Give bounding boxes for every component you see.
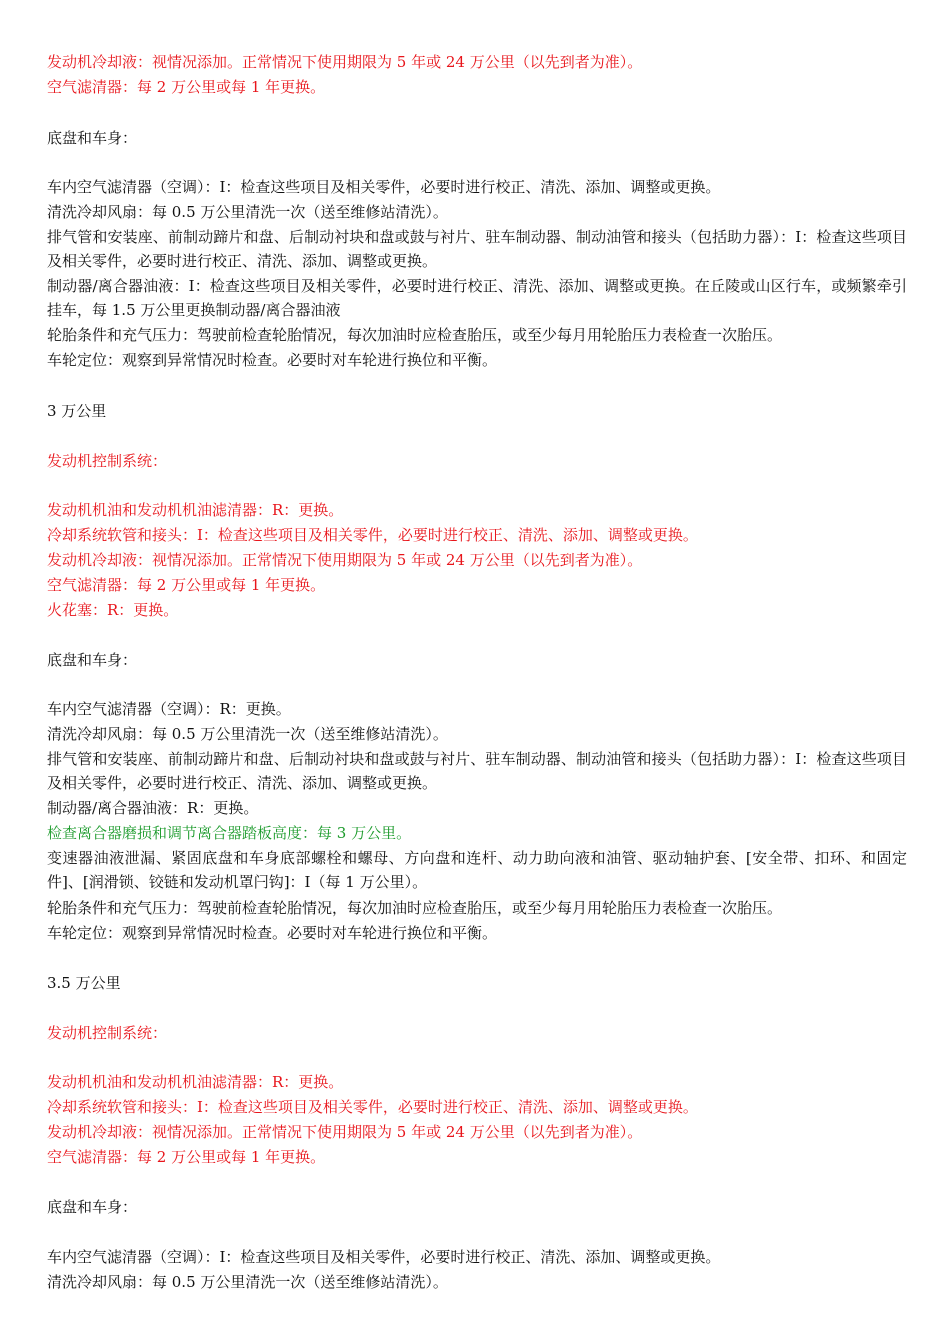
doc-line: 空气滤清器：每 2 万公里或每 1 年更换。 bbox=[47, 576, 326, 594]
doc-line: 3 万公里 bbox=[47, 402, 107, 420]
doc-line: 发动机冷却液：视情况添加。正常情况下使用期限为 5 年或 24 万公里（以先到者为准）。 bbox=[47, 1123, 643, 1141]
doc-line: 排气管和安装座、前制动蹄片和盘、后制动衬块和盘或鼓与衬片、驻车制动器、制动油管和接头（包括助力器）：I：检查这些项目及相关零件，必要时进行校正、清洗、添加、调整或更换。 bbox=[47, 750, 907, 792]
doc-line: 底盘和车身： bbox=[47, 651, 138, 669]
doc-line: 清洗冷却风扇：每 0.5 万公里清洗一次（送至维修站清洗）。 bbox=[47, 725, 448, 743]
doc-line: 清洗冷却风扇：每 0.5 万公里清洗一次（送至维修站清洗）。 bbox=[47, 203, 448, 221]
doc-line: 发动机机油和发动机机油滤清器：R：更换。 bbox=[47, 1073, 344, 1091]
doc-line: 发动机冷却液：视情况添加。正常情况下使用期限为 5 年或 24 万公里（以先到者为准）。 bbox=[47, 53, 643, 71]
doc-line: 制动器/离合器油液：R：更换。 bbox=[47, 799, 259, 817]
doc-line: 冷却系统软管和接头：I：检查这些项目及相关零件，必要时进行校正、清洗、添加、调整或更换。 bbox=[47, 1098, 698, 1116]
doc-line: 发动机控制系统： bbox=[47, 1024, 168, 1042]
doc-line: 底盘和车身： bbox=[47, 1198, 138, 1216]
doc-line: 发动机冷却液：视情况添加。正常情况下使用期限为 5 年或 24 万公里（以先到者为准）。 bbox=[47, 551, 643, 569]
doc-line: 排气管和安装座、前制动蹄片和盘、后制动衬块和盘或鼓与衬片、驻车制动器、制动油管和接头（包括助力器）：I：检查这些项目及相关零件，必要时进行校正、清洗、添加、调整或更换。 bbox=[47, 228, 907, 270]
doc-line: 冷却系统软管和接头：I：检查这些项目及相关零件，必要时进行校正、清洗、添加、调整或更换。 bbox=[47, 526, 698, 544]
doc-line: 车内空气滤清器（空调）：I：检查这些项目及相关零件，必要时进行校正、清洗、添加、调整或更换。 bbox=[47, 1248, 721, 1266]
doc-line: 发动机机油和发动机机油滤清器：R：更换。 bbox=[47, 501, 344, 519]
doc-line: 车内空气滤清器（空调）：I：检查这些项目及相关零件，必要时进行校正、清洗、添加、调整或更换。 bbox=[47, 178, 721, 196]
doc-line: 车轮定位：观察到异常情况时检查。必要时对车轮进行换位和平衡。 bbox=[47, 924, 498, 942]
doc-line: 发动机控制系统： bbox=[47, 452, 168, 470]
doc-line: 火花塞：R：更换。 bbox=[47, 601, 179, 619]
doc-line: 车轮定位：观察到异常情况时检查。必要时对车轮进行换位和平衡。 bbox=[47, 351, 498, 369]
doc-line: 底盘和车身： bbox=[47, 129, 138, 147]
doc-line: 轮胎条件和充气压力：驾驶前检查轮胎情况，每次加油时应检查胎压，或至少每月用轮胎压力表检查一次胎压。 bbox=[47, 899, 783, 917]
doc-line: 清洗冷却风扇：每 0.5 万公里清洗一次（送至维修站清洗）。 bbox=[47, 1273, 448, 1291]
doc-line: 空气滤清器：每 2 万公里或每 1 年更换。 bbox=[47, 78, 326, 96]
doc-line: 检查离合器磨损和调节离合器踏板高度：每 3 万公里。 bbox=[47, 824, 412, 842]
doc-line: 车内空气滤清器（空调）：R：更换。 bbox=[47, 700, 291, 718]
doc-line: 制动器/离合器油液：I：检查这些项目及相关零件，必要时进行校正、清洗、添加、调整或更换。在丘陵或山区行车，或频繁牵引挂车，每 1.5 万公里更换制动器/离合器油液 bbox=[47, 277, 907, 319]
doc-line: 3.5 万公里 bbox=[47, 974, 121, 992]
doc-line: 空气滤清器：每 2 万公里或每 1 年更换。 bbox=[47, 1148, 326, 1166]
doc-line: 轮胎条件和充气压力：驾驶前检查轮胎情况，每次加油时应检查胎压，或至少每月用轮胎压力表检查一次胎压。 bbox=[47, 326, 783, 344]
doc-line: 变速器油液泄漏、紧固底盘和车身底部螺栓和螺母、方向盘和连杆、动力助向液和油管、驱动轴护套、[安全带、扣环、和固定件]、[润滑锁、铰链和发动机罩闩钩]：I（每 1 万公里）。 bbox=[47, 849, 907, 891]
